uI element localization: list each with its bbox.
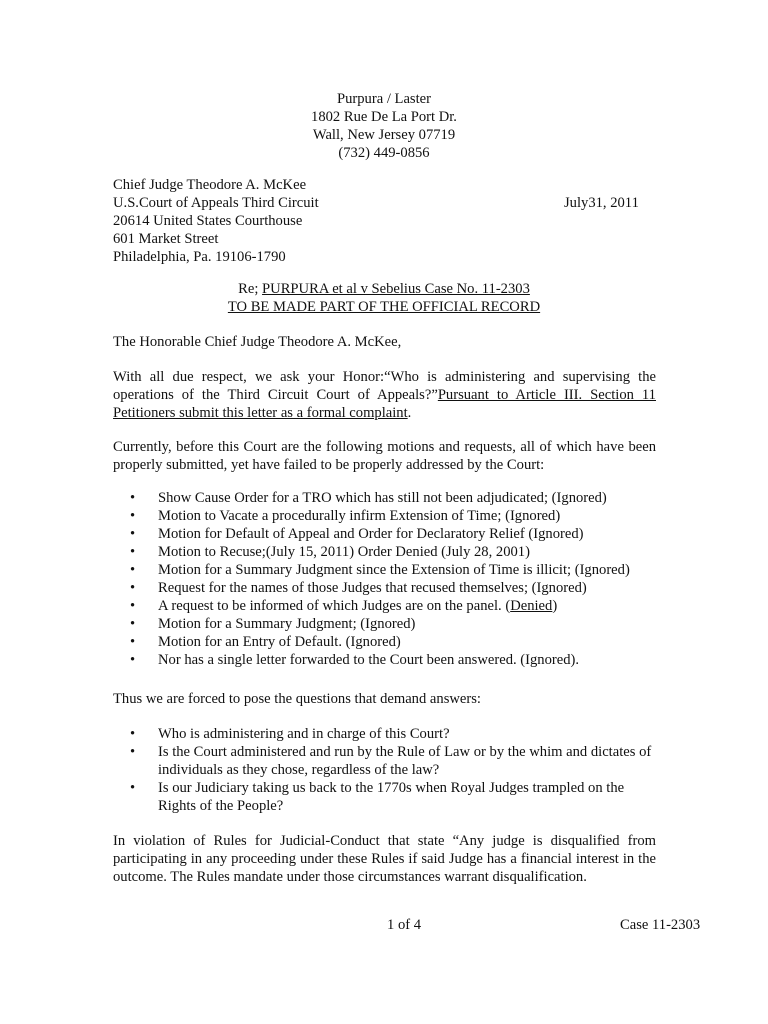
addressee-line: U.S.Court of Appeals Third Circuit [113, 195, 319, 211]
list-item: • Motion for Default of Appeal and Order for Declaratory Relief (Ignored) [130, 526, 584, 542]
list-item: • Request for the names of those Judges that recused themselves; (Ignored) [130, 580, 587, 596]
salutation: The Honorable Chief Judge Theodore A. McKee, [113, 334, 402, 350]
list-item: • Motion for a Summary Judgment; (Ignored) [130, 616, 416, 632]
bullet-icon: • [130, 544, 136, 560]
bullet-icon: • [130, 562, 136, 578]
addressee-line: Philadelphia, Pa. 19106-1790 [113, 249, 286, 265]
addressee-line: 601 Market Street [113, 231, 219, 247]
bullet-icon: • [130, 634, 136, 650]
bullet-icon: • [130, 726, 136, 742]
sender-city: Wall, New Jersey 07719 [312, 127, 456, 143]
questions-list [130, 725, 656, 815]
re-case: PURPURA et al v Sebelius Case No. 11-2303 [262, 281, 530, 297]
bullet-icon: • [130, 598, 136, 614]
list-item: • Nor has a single letter forwarded to the Court been answered. (Ignored). [130, 652, 580, 668]
paragraph-violation: In violation of Rules for Judicial-Conduct that state “Any judge is disqualified from participating in any proceeding under these Rules if said Judge has a financial interest in the outcome. The Rules mandate under those circumstances warrant disqualification. [113, 833, 656, 885]
list-item: • Show Cause Order for a TRO which has still not been adjudicated; (Ignored) [130, 490, 607, 506]
addressee-line: 20614 United States Courthouse [113, 213, 303, 229]
paragraph-motions-intro: Currently, before this Court are the following motions and requests, all of which have been properly submitted, yet have failed to be properly addressed by the Court: [113, 439, 656, 473]
bullet-icon: • [130, 780, 136, 796]
bullet-icon: • [130, 526, 136, 542]
denied-underlined: Denied [510, 598, 553, 614]
complaint-underlined: Pursuant to Article III. Section 11 Petitioners submit this letter as a formal complaint [113, 387, 656, 421]
paragraph-text: With all due respect, we ask your Honor:“Who is administering and supervising the operations of the Third Circuit Court of Appeals?” [113, 369, 656, 403]
addressee-block [113, 176, 653, 266]
bullet-icon: • [130, 744, 136, 760]
page-number: 1 of 4 [387, 917, 422, 933]
paragraph-question [113, 368, 656, 422]
bullet-icon: • [130, 652, 136, 668]
letter-date: July31, 2011 [564, 195, 639, 211]
sender-header [0, 90, 768, 162]
re-prefix: Re; [238, 281, 263, 297]
bullet-icon: • [130, 508, 136, 524]
list-item: • Motion for an Entry of Default. (Ignored) [130, 634, 401, 650]
re-line [0, 280, 768, 316]
list-item: • A request to be informed of which Judges are on the panel. (Denied) [130, 598, 558, 614]
sender-street: 1802 Rue De La Port Dr. [311, 109, 457, 125]
list-item: • Is our Judiciary taking us back to the 1770s when Royal Judges trampled on the Rights of the People? [130, 780, 625, 814]
list-item: • Who is administering and in charge of this Court? [130, 726, 450, 742]
bullet-icon: • [130, 490, 136, 506]
sender-phone: (732) 449-0856 [338, 145, 430, 161]
list-item: • Motion for a Summary Judgment since the Extension of Time is illicit; (Ignored) [130, 562, 630, 578]
addressee-line: Chief Judge Theodore A. McKee [113, 177, 307, 193]
list-item: • Motion to Vacate a procedurally infirm Extension of Time; (Ignored) [130, 508, 561, 524]
list-item: • Is the Court administered and run by the Rule of Law or by the whim and dictates of individuals as they chose, regardless of the law? [130, 744, 652, 778]
bullet-icon: • [130, 580, 136, 596]
paragraph-questions-intro: Thus we are forced to pose the questions that demand answers: [113, 691, 481, 707]
paragraph-end: . [407, 405, 412, 421]
bullet-icon: • [130, 616, 136, 632]
re-record: TO BE MADE PART OF THE OFFICIAL RECORD [227, 299, 541, 315]
sender-name: Purpura / Laster [336, 91, 432, 107]
list-item: • Motion to Recuse;(July 15, 2011) Order Denied (July 28, 2001) [130, 544, 530, 560]
footer-case-number: Case 11-2303 [620, 917, 701, 933]
motions-list [130, 489, 656, 669]
